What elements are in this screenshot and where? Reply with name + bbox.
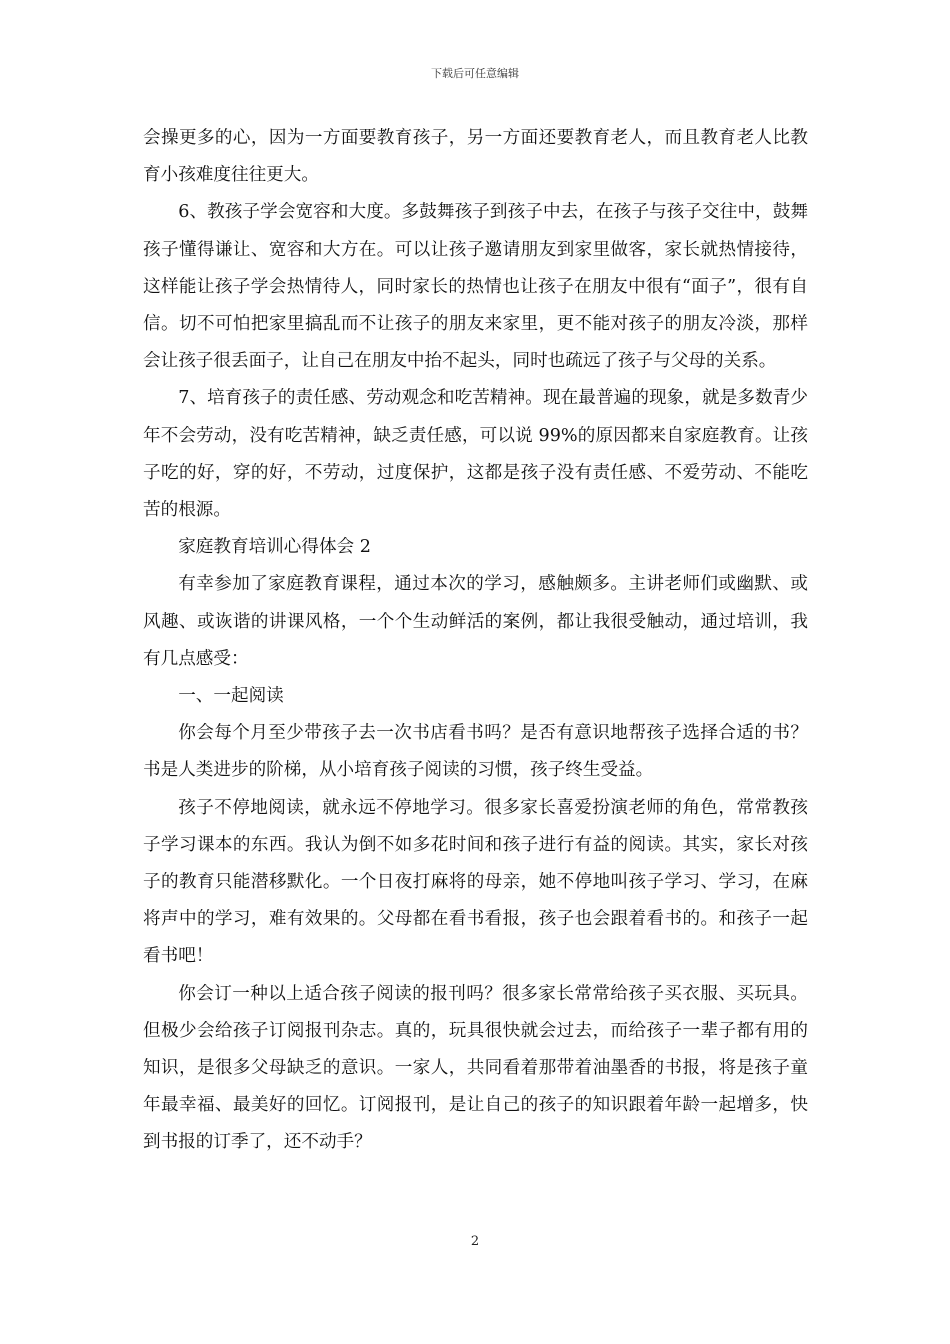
page-header-note: 下载后可任意编辑 (431, 67, 519, 80)
paragraph-item-6: 6、教孩子学会宽容和大度。多鼓舞孩子到孩子中去，在孩子与孩子交往中，鼓舞孩子懂得谦让、宽容和大方在。可以让孩子邀请朋友到家里做客，家长就热情接待，这样能让孩子学会热情待人，同时家长的热情也让孩子在朋友中很有“面子”，很有自信。切不可怕把家里搞乱而不让孩子的朋友来家里，更不能对孩子的朋友冷淡，那样会让孩子很丢面子，让自己在朋友中抬不起头，同时也疏远了孩子与父母的关系。 (143, 202, 808, 372)
paragraph-reading-3: 你会订一种以上适合孩子阅读的报刊吗？很多家长常常给孩子买衣服、买玩具。但极少会给孩子订阅报刊杂志。真的，玩具很快就会过去，而给孩子一辈子都有用的知识，是很多父母缺乏的意识。一家人，共同看着那带着油墨香的书报，将是孩子童年最幸福、最美好的回忆。订阅报刊，是让自己的孩子的知识跟着年龄一起增多，快到书报的订季了，还不动手？ (143, 983, 808, 1153)
document-body (143, 120, 808, 1162)
paragraph-item-7: 7、培育孩子的责任感、劳动观念和吃苦精神。现在最普遍的现象，就是多数青少年不会劳动，没有吃苦精神，缺乏责任感，可以说 99%的原因都来自家庭教育。让孩子吃的好，穿的好，不劳动，过度保护，这都是孩子没有责任感、不爱劳动、不能吃苦的根源。 (143, 388, 808, 521)
section-heading: 家庭教育培训心得体会 2 (178, 537, 371, 558)
paragraph-continuation: 会操更多的心，因为一方面要教育孩子，另一方面还要教育老人，而且教育老人比教育小孩难度往往更大。 (143, 128, 808, 186)
paragraph-intro: 有幸参加了家庭教育课程，通过本次的学习，感触颇多。主讲老师们或幽默、或风趣、或诙谐的讲课风格，一个个生动鲜活的案例，都让我很受触动，通过培训，我有几点感受： (143, 574, 808, 669)
paragraph-reading-2: 孩子不停地阅读，就永远不停地学习。很多家长喜爱扮演老师的角色，常常教孩子学习课本的东西。我认为倒不如多花时间和孩子进行有益的阅读。其实，家长对孩子的教育只能潜移默化。一个日夜打麻将的母亲，她不停地叫孩子学习、学习，在麻将声中的学习，难有效果的。父母都在看书看报，孩子也会跟着看书的。和孩子一起看书吧！ (143, 797, 808, 967)
page-number: 2 (470, 1234, 480, 1249)
subsection-heading: 一、一起阅读 (178, 686, 284, 707)
paragraph-reading-1: 你会每个月至少带孩子去一次书店看书吗？是否有意识地帮孩子选择合适的书？书是人类进步的阶梯，从小培育孩子阅读的习惯，孩子终生受益。 (143, 723, 808, 781)
